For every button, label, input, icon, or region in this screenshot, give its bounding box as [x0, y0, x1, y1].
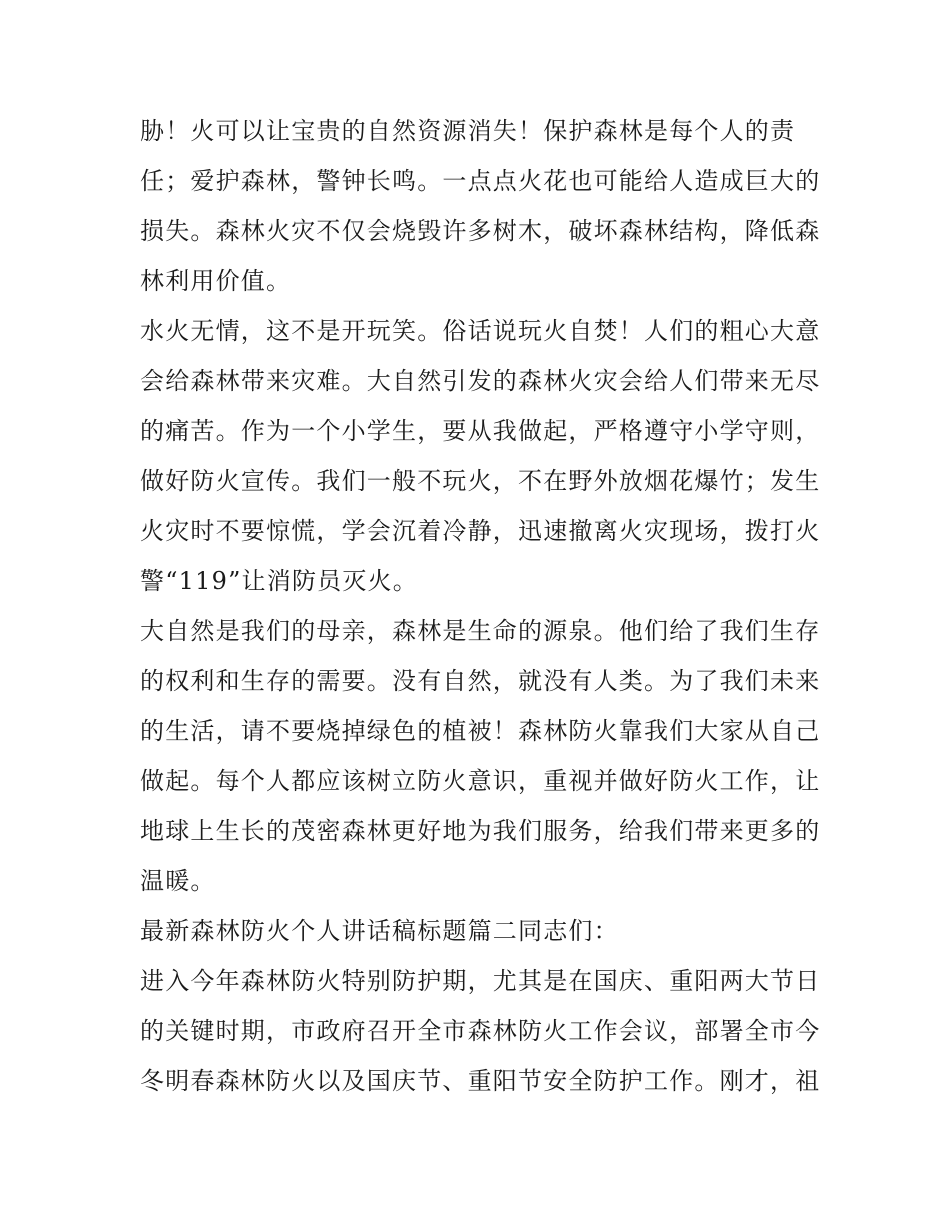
section-heading: 最新森林防火个人讲话稿标题篇二同志们：	[140, 917, 619, 945]
text-line: 损失。森林火灾不仅会烧毁许多树木，破坏森林结构，降低森	[140, 217, 821, 245]
text-line: 水火无情，这不是开玩笑。俗话说玩火自焚！人们的粗心大意	[140, 317, 821, 345]
text-line: 温暖。	[140, 867, 216, 895]
text-line: 大自然是我们的母亲，森林是生命的源泉。他们给了我们生存	[140, 617, 821, 645]
text-line: 会给森林带来灾难。大自然引发的森林火灾会给人们带来无尽	[140, 367, 821, 395]
text-line: 地球上生长的茂密森林更好地为我们服务，给我们带来更多的	[140, 817, 821, 845]
text-line: 火灾时不要惊慌，学会沉着冷静，迅速撤离火灾现场，拨打火	[140, 517, 821, 545]
text-line: 胁！火可以让宝贵的自然资源消失！保护森林是每个人的责	[140, 117, 796, 145]
text-line: 的关键时期，市政府召开全市森林防火工作会议，部署全市今	[140, 1017, 821, 1045]
document-body	[140, 106, 820, 1106]
text-line: 的生活，请不要烧掉绿色的植被！森林防火靠我们大家从自己	[140, 717, 821, 745]
text-line: 做好防火宣传。我们一般不玩火，不在野外放烟花爆竹；发生	[140, 467, 821, 495]
text-line: 林利用价值。	[140, 267, 292, 295]
text-line: 冬明春森林防火以及国庆节、重阳节安全防护工作。刚才，祖	[140, 1067, 821, 1095]
text-line: 的权利和生存的需要。没有自然，就没有人类。为了我们未来	[140, 667, 821, 695]
text-line: 的痛苦。作为一个小学生，要从我做起，严格遵守小学守则，	[140, 417, 821, 445]
text-line: 警“119”让消防员灭火。	[140, 567, 418, 595]
text-line: 做起。每个人都应该树立防火意识，重视并做好防火工作，让	[140, 767, 821, 795]
text-line: 进入今年森林防火特别防护期，尤其是在国庆、重阳两大节日	[140, 967, 821, 995]
text-line: 任；爱护森林，警钟长鸣。一点点火花也可能给人造成巨大的	[140, 167, 821, 195]
